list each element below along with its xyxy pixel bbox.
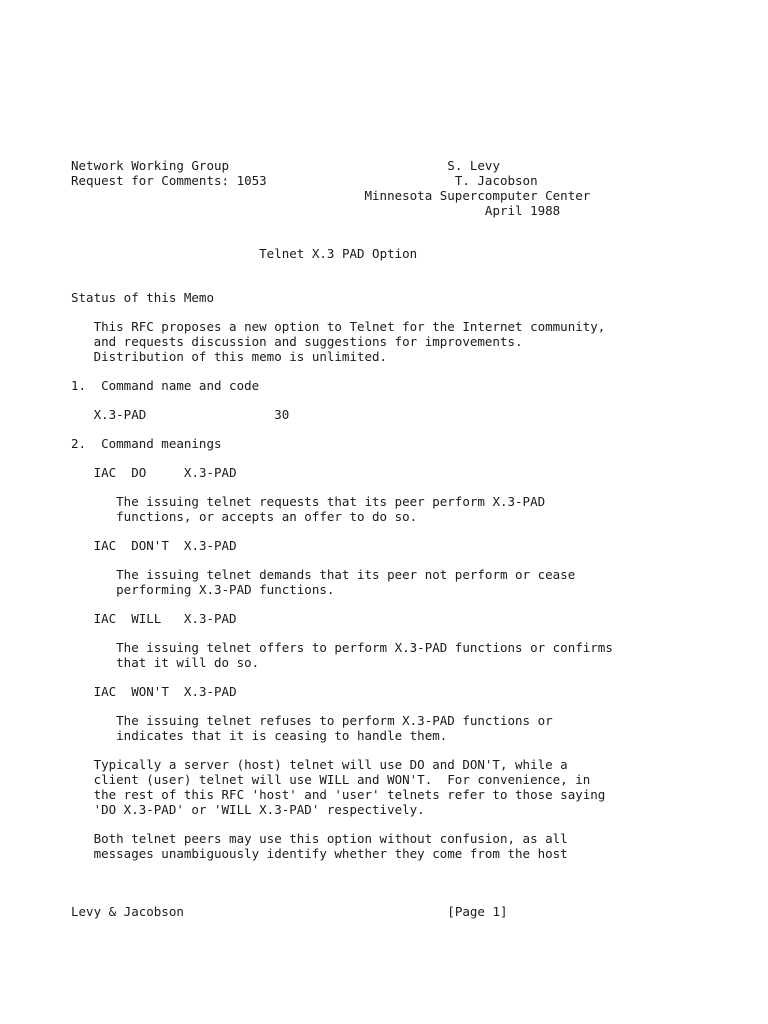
command-will-desc-1: The issuing telnet offers to perform X.3-PAD functions or confirms <box>116 640 613 655</box>
header-organization <box>71 188 590 203</box>
command-name: X.3-PAD <box>93 407 147 422</box>
document-title: Telnet X.3 PAD Option <box>259 246 418 261</box>
command-wont-desc-2: indicates that it is ceasing to handle them. <box>116 728 448 743</box>
paragraph-2-line-1: Both telnet peers may use this option without confusion, as all <box>93 831 568 846</box>
command-verb-do: DO <box>131 465 147 480</box>
command-dont-line: IAC DON'T X.3-PAD <box>93 538 237 553</box>
status-heading: Status of this Memo <box>71 290 214 305</box>
command-dont-desc-1: The issuing telnet demands that its peer not perform or cease <box>116 567 576 582</box>
paragraph-1-line-4: 'DO X.3-PAD' or 'WILL X.3-PAD' respectively. <box>93 802 425 817</box>
footer-page-number: [Page 1] <box>447 904 508 919</box>
header-working-group <box>71 158 500 173</box>
command-do-desc-2: functions, or accepts an offer to do so. <box>116 509 418 524</box>
command-verb-wont: WON'T <box>131 684 169 699</box>
header-right-line-4: April 1988 <box>484 203 561 218</box>
header-right-line-3: Minnesota Supercomputer Center <box>364 188 591 203</box>
section-2-heading: 2. Command meanings <box>71 436 222 451</box>
header-rfc-number <box>71 173 538 188</box>
command-dont-desc-2: performing X.3-PAD functions. <box>116 582 335 597</box>
status-body-line-2: and requests discussion and suggestions for improvements. <box>93 334 523 349</box>
command-wont-desc-1: The issuing telnet refuses to perform X.3-PAD functions or <box>116 713 553 728</box>
command-verb-will: WILL <box>131 611 162 626</box>
paragraph-1-line-3: the rest of this RFC 'host' and 'user' telnets refer to those saying <box>93 787 606 802</box>
header-date <box>71 203 560 218</box>
command-do-desc-1: The issuing telnet requests that its peer perform X.3-PAD <box>116 494 546 509</box>
command-will-line: IAC WILL X.3-PAD <box>93 611 237 626</box>
command-will-desc-2: that it will do so. <box>116 655 260 670</box>
header-right-line-2: T. Jacobson <box>454 173 538 188</box>
status-body-line-1: This RFC proposes a new option to Telnet for the Internet community, <box>93 319 606 334</box>
document-title-line <box>71 246 417 261</box>
paragraph-2-line-2: messages unambiguously identify whether they come from the host <box>93 846 568 861</box>
command-code: 30 <box>274 407 290 422</box>
page-footer <box>71 904 508 919</box>
header-right-line-1: S. Levy <box>447 158 500 173</box>
status-body-line-3: Distribution of this memo is unlimited. <box>93 349 388 364</box>
section-1-heading: 1. Command name and code <box>71 378 260 393</box>
command-wont-line: IAC WON'T X.3-PAD <box>93 684 237 699</box>
footer-authors: Levy & Jacobson <box>71 904 184 919</box>
command-do-line: IAC DO X.3-PAD <box>93 465 237 480</box>
command-verb-dont: DON'T <box>131 538 169 553</box>
header-left-line-1: Network Working Group <box>71 158 230 173</box>
paragraph-1-line-1: Typically a server (host) telnet will use DO and DON'T, while a <box>93 757 568 772</box>
header-left-line-2: Request for Comments: 1053 <box>71 173 267 188</box>
command-code-line <box>71 407 289 422</box>
paragraph-1-line-2: client (user) telnet will use WILL and WON'T. For convenience, in <box>93 772 591 787</box>
